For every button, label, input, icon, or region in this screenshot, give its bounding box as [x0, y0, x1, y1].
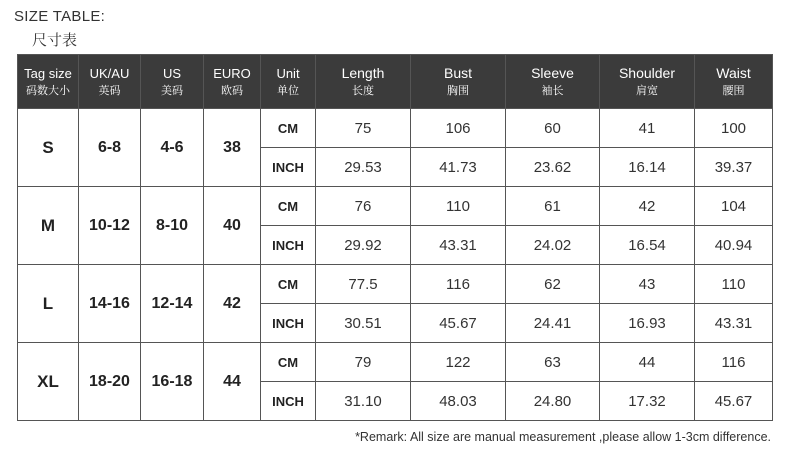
- sleeve-cell: 23.62: [506, 148, 600, 187]
- waist-cell: 100: [695, 109, 773, 148]
- length-cell: 79: [316, 343, 411, 382]
- euro-size-cell: 38: [204, 109, 261, 187]
- header-uk-au: UK/AU 英码: [79, 55, 141, 109]
- unit-cell: INCH: [261, 382, 316, 421]
- table-row: [18, 343, 773, 382]
- tag-size-cell: XL: [18, 343, 79, 421]
- length-cell: 29.53: [316, 148, 411, 187]
- header-euro: EURO 欧码: [204, 55, 261, 109]
- euro-size-cell: 44: [204, 343, 261, 421]
- table-row: [18, 265, 773, 304]
- shoulder-cell: 43: [600, 265, 695, 304]
- waist-cell: 116: [695, 343, 773, 382]
- length-cell: 30.51: [316, 304, 411, 343]
- euro-size-cell: 42: [204, 265, 261, 343]
- sleeve-cell: 61: [506, 187, 600, 226]
- unit-cell: CM: [261, 343, 316, 382]
- header-tag-size: Tag size 码数大小: [18, 55, 79, 109]
- shoulder-cell: 41: [600, 109, 695, 148]
- sleeve-cell: 24.41: [506, 304, 600, 343]
- header-bust: Bust 胸围: [411, 55, 506, 109]
- tag-size-cell: M: [18, 187, 79, 265]
- waist-cell: 45.67: [695, 382, 773, 421]
- size-table: [17, 54, 773, 421]
- sleeve-cell: 62: [506, 265, 600, 304]
- uk-size-cell: 18-20: [79, 343, 141, 421]
- table-row: [18, 109, 773, 148]
- bust-cell: 41.73: [411, 148, 506, 187]
- length-cell: 76: [316, 187, 411, 226]
- bust-cell: 116: [411, 265, 506, 304]
- waist-cell: 43.31: [695, 304, 773, 343]
- unit-cell: CM: [261, 109, 316, 148]
- table-row: [18, 187, 773, 226]
- bust-cell: 48.03: [411, 382, 506, 421]
- us-size-cell: 8-10: [141, 187, 204, 265]
- length-cell: 75: [316, 109, 411, 148]
- waist-cell: 40.94: [695, 226, 773, 265]
- sleeve-cell: 60: [506, 109, 600, 148]
- sleeve-cell: 63: [506, 343, 600, 382]
- length-cell: 31.10: [316, 382, 411, 421]
- header-waist: Waist 腰围: [695, 55, 773, 109]
- remark-note: *Remark: All size are manual measurement ,please allow 1-3cm difference.: [355, 430, 771, 444]
- uk-size-cell: 6-8: [79, 109, 141, 187]
- unit-cell: CM: [261, 187, 316, 226]
- shoulder-cell: 17.32: [600, 382, 695, 421]
- bust-cell: 106: [411, 109, 506, 148]
- sleeve-cell: 24.02: [506, 226, 600, 265]
- bust-cell: 122: [411, 343, 506, 382]
- header-length: Length 长度: [316, 55, 411, 109]
- bust-cell: 110: [411, 187, 506, 226]
- unit-cell: INCH: [261, 304, 316, 343]
- waist-cell: 39.37: [695, 148, 773, 187]
- length-cell: 29.92: [316, 226, 411, 265]
- unit-cell: INCH: [261, 226, 316, 265]
- shoulder-cell: 16.54: [600, 226, 695, 265]
- header-shoulder: Shoulder 肩宽: [600, 55, 695, 109]
- bust-cell: 45.67: [411, 304, 506, 343]
- header-unit: Unit 单位: [261, 55, 316, 109]
- bust-cell: 43.31: [411, 226, 506, 265]
- waist-cell: 104: [695, 187, 773, 226]
- shoulder-cell: 16.14: [600, 148, 695, 187]
- length-cell: 77.5: [316, 265, 411, 304]
- us-size-cell: 16-18: [141, 343, 204, 421]
- waist-cell: 110: [695, 265, 773, 304]
- shoulder-cell: 44: [600, 343, 695, 382]
- uk-size-cell: 14-16: [79, 265, 141, 343]
- us-size-cell: 4-6: [141, 109, 204, 187]
- sleeve-cell: 24.80: [506, 382, 600, 421]
- unit-cell: INCH: [261, 148, 316, 187]
- euro-size-cell: 40: [204, 187, 261, 265]
- shoulder-cell: 16.93: [600, 304, 695, 343]
- shoulder-cell: 42: [600, 187, 695, 226]
- us-size-cell: 12-14: [141, 265, 204, 343]
- unit-cell: CM: [261, 265, 316, 304]
- size-table-title-cn: 尺寸表: [32, 31, 78, 49]
- header-us: US 美码: [141, 55, 204, 109]
- uk-size-cell: 10-12: [79, 187, 141, 265]
- tag-size-cell: S: [18, 109, 79, 187]
- header-sleeve: Sleeve 袖长: [506, 55, 600, 109]
- header-row: [18, 55, 773, 109]
- tag-size-cell: L: [18, 265, 79, 343]
- size-table-title: SIZE TABLE:: [14, 8, 106, 25]
